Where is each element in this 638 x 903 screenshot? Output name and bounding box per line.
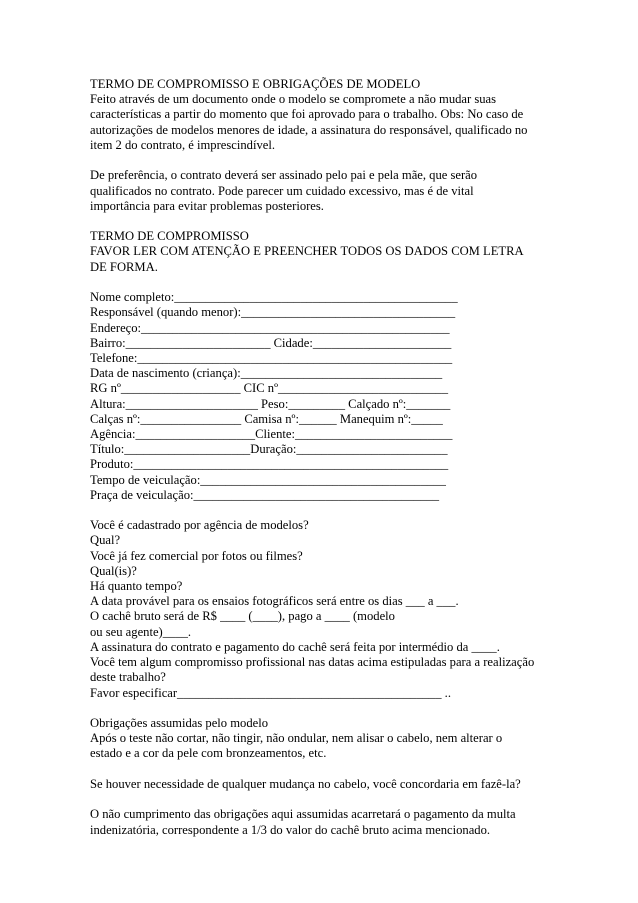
document-body — [90, 77, 560, 838]
text-line: RG nº___________________ CIC nº___________________________ — [90, 381, 448, 396]
text-line: Qual? — [90, 533, 121, 548]
text-line: Se houver necessidade de qualquer mudança no cabelo, você concordaria em fazê-la? — [90, 776, 521, 791]
paragraph-gap — [90, 153, 560, 168]
paragraph-gap — [90, 762, 560, 777]
text-line: O não cumprimento das obrigações aqui assumidas acarretará o pagamento da multa — [90, 807, 516, 822]
text-line: Você é cadastrado por agência de modelos? — [90, 518, 309, 533]
text-line: Título:____________________Duração:________________________ — [90, 442, 448, 457]
text-line: deste trabalho? — [90, 670, 166, 685]
text-line: Praça de veiculação:_______________________________________ — [90, 487, 440, 502]
text-line: De preferência, o contrato deverá ser assinado pelo pai e pela mãe, que serão — [90, 168, 478, 183]
text-line: Obrigações assumidas pelo modelo — [90, 716, 269, 730]
text-line: A assinatura do contrato e pagamento do cachê será feita por intermédio da ____. — [90, 639, 500, 654]
text-line: Qual(is)? — [90, 563, 137, 578]
text-line: indenizatória, correspondente a 1/3 do valor do cachê bruto acima mencionado. — [90, 822, 491, 837]
model-obligations — [90, 716, 560, 762]
text-line: Você já fez comercial por fotos ou filmes? — [90, 548, 303, 563]
text-line: Responsável (quando menor):__________________________________ — [90, 305, 456, 320]
text-line: Após o teste não cortar, não tingir, não ondular, nem alisar o cabelo, nem alterar o — [90, 731, 503, 746]
text-line: Altura:_____________________ Peso:_________ Calçado nº:_______ — [90, 396, 451, 411]
text-line: Tempo de veiculação:_______________________________________ — [90, 472, 446, 487]
text-line: Favor especificar__________________________________________ .. — [90, 685, 451, 700]
text-line: Feito através de um documento onde o modelo se compromete a não mudar suas — [90, 92, 497, 107]
paragraph-gap — [90, 275, 560, 290]
text-line: Você tem algum compromisso profissional nas datas acima estipuladas para a realização — [90, 655, 535, 670]
text-line: qualificados no contrato. Pode parecer um cuidado excessivo, mas é de vital — [90, 183, 474, 198]
text-line: Endereço:_________________________________________________ — [90, 320, 450, 335]
form-fields — [90, 290, 560, 503]
text-line: características a partir do momento que foi aprovado para o trabalho. Obs: No caso de — [90, 107, 524, 122]
paragraph-gap — [90, 701, 560, 716]
text-line: Calças nº:________________ Camisa nº:______ Manequim nº:_____ — [90, 411, 443, 426]
text-line: Nome completo:_____________________________________________ — [90, 290, 458, 305]
form-heading — [90, 229, 560, 275]
text-line: Bairro:_______________________ Cidade:______________________ — [90, 335, 452, 350]
text-line: DE FORMA. — [90, 259, 158, 274]
text-line: Produto:__________________________________________________ — [90, 457, 449, 472]
text-line: TERMO DE COMPROMISSO — [90, 229, 249, 244]
paragraph-gap — [90, 214, 560, 229]
text-line: O cachê bruto será de R$ ____ (____), pago a ____ (modelo — [90, 609, 395, 624]
text-line: Agência:___________________Cliente:_________________________ — [90, 426, 453, 441]
text-line: A data provável para os ensaios fotográficos será entre os dias ___ a ___. — [90, 594, 459, 609]
text-line: Data de nascimento (criança):________________________________ — [90, 366, 443, 381]
text-line: FAVOR LER COM ATENÇÃO E PREENCHER TODOS OS DADOS COM LETRA — [90, 244, 524, 259]
text-line: estado e a cor da pele com bronzeamentos, etc. — [90, 746, 327, 761]
questionnaire — [90, 518, 560, 700]
text-line: autorizações de modelos menores de idade, a assinatura do responsável, qualificado no — [90, 122, 528, 137]
text-line: TERMO DE COMPROMISSO E OBRIGAÇÕES DE MODELO — [90, 77, 421, 91]
text-line: importância para evitar problemas posteriores. — [90, 198, 324, 213]
text-line: Telefone:__________________________________________________ — [90, 350, 453, 365]
text-line: item 2 do contrato, é imprescindível. — [90, 137, 276, 152]
penalty-paragraph — [90, 807, 560, 837]
paragraph-gap — [90, 503, 560, 518]
text-line: ou seu agente)____. — [90, 624, 192, 639]
recommendation-paragraph — [90, 168, 560, 214]
text-line: Há quanto tempo? — [90, 579, 183, 594]
hair-change-question — [90, 777, 560, 792]
intro-paragraph — [90, 77, 560, 153]
paragraph-gap — [90, 792, 560, 807]
